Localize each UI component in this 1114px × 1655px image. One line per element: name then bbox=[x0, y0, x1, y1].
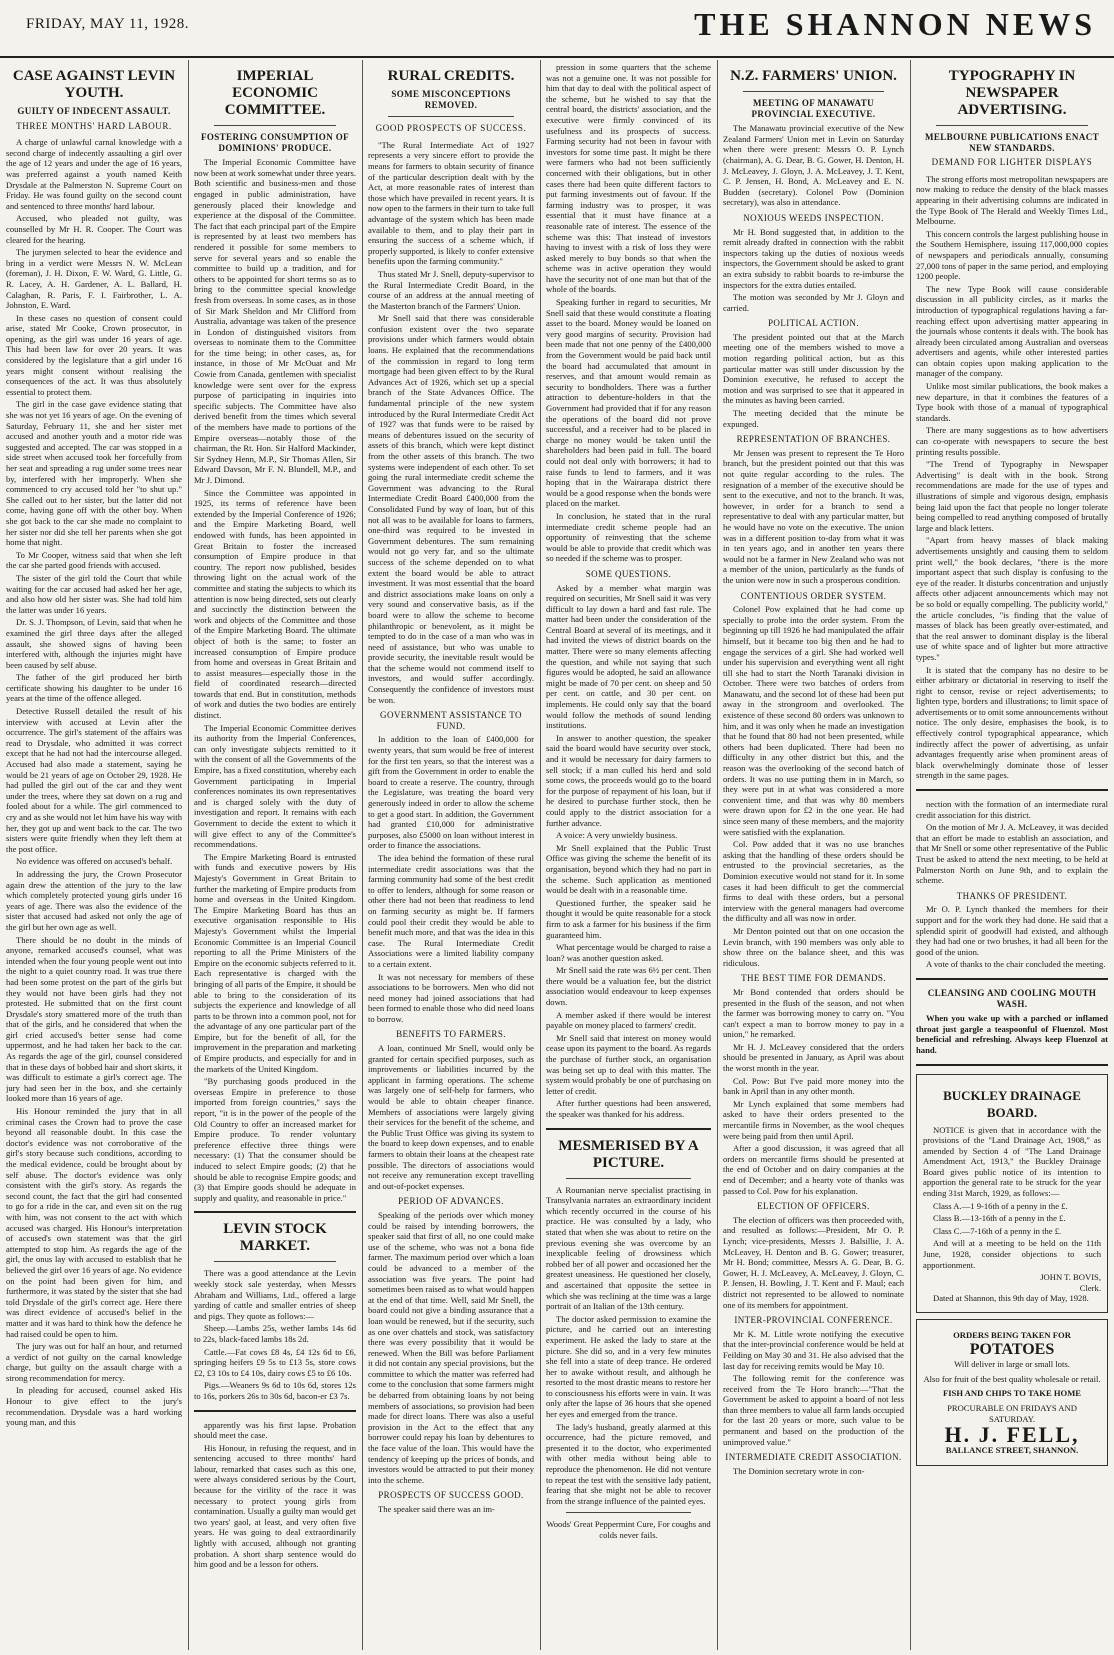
paragraph: In addressing the jury, the Crown Prosecutor again drew the attention of the jury to the law which completely protected young girls under 16 years of age. There was also the evidence of the sister that accused had asked not only the age of the girl but her own age as well. bbox=[6, 868, 182, 932]
divider bbox=[916, 789, 1108, 791]
divider bbox=[388, 116, 514, 117]
paragraph: Mr Denton pointed out that on one occasion the Levin branch, with 190 members was only able to show three on the balance sheet, and this was ridiculous. bbox=[723, 925, 904, 968]
paragraph: Mr Snell said that interest on money would cease upon its payment to the board. As regards the purchase of further stock, an organisation was being set up to deal with this matter. The system would probably be one of purchasing on letter of credit. bbox=[546, 1032, 711, 1096]
paragraph: In pleading for accused, counsel asked His Honour to give effect to the jury's recommendation. Drysdale was a hard working young man, and this bbox=[6, 1385, 182, 1428]
paragraph: pression in some quarters that the scheme was not a genuine one. It was not possible for him that day to deal with the political aspect of the scheme, but he wished to say that the central board, the districts' association, and the executive were firmly convinced of its usefulness and its prospects of success. Farming security had not been in favour with investors for some time past. It might be there were farmers who had not been sufficiently concerned with their obligations, but in other cases there had been quite different factors to put farming investments out of favour. If the farming industry was to prosper, it was essential that it must have finance at a reasonable rate of interest. The essence of the scheme was this: That instead of investors having to invest with a risk of loss they were asked merely to buy bonds so that when the scheme was in active operation they would have the security not of one man but that of the whole of the boards. bbox=[546, 62, 711, 295]
paragraph: A loan, continued Mr Snell, would only be granted for certain specified purposes, such as improvements or liabilities incurred by the applicant in farming operations. The scheme was largely one of self-help for farmers, who would be able to obtain cheaper finance. Members of associations were largely giving their services for the benefit of the scheme, and the Public Trust Office was giving its system to the board to keep down expenses, and to enable farmers to obtain their loans at the cheapest rate possible. The directors of associations would not receive any remuneration except travelling and out-of-pocket expenses. bbox=[368, 1043, 534, 1191]
section-heading: BENEFITS TO FARMERS. bbox=[396, 1029, 506, 1040]
section-heading: THANKS OF PRESIDENT. bbox=[956, 890, 1068, 901]
section-heading: NOXIOUS WEEDS INSPECTION. bbox=[743, 212, 884, 223]
divider bbox=[936, 125, 1088, 126]
drainage-notice bbox=[916, 1074, 1108, 1314]
divider bbox=[566, 1178, 691, 1179]
paragraph: Mr K. M. Little wrote notifying the executive that the inter-provincial conference would be held at Feilding on May 30 and 31. He also advised that the last day for receiving remits would be May 10. bbox=[723, 1328, 904, 1371]
divider bbox=[916, 1064, 1108, 1066]
divider bbox=[743, 91, 884, 92]
paragraph: To Mr Cooper, witness said that when she left the car she parted good friends with accused. bbox=[6, 549, 182, 571]
article-headline: IMPERIAL ECONOMIC COMMITTEE. bbox=[224, 68, 326, 118]
article-subheading: CLEANSING AND COOLING MOUTH WASH. bbox=[927, 987, 1097, 1009]
paragraph: Dr. S. J. Thompson, of Levin, said that when he examined the girl three days after the alleged assault, she showed signs of having been interfered with, although the injuries might have been caused by self abuse. bbox=[6, 617, 182, 670]
paragraph: Col. Pow: But I've paid more money into the bank in April than in any other month. bbox=[723, 1075, 904, 1097]
article-subheading: MELBOURNE PUBLICATIONS ENACT NEW STANDARDS. bbox=[924, 132, 1100, 153]
paragraph: What percentage would be charged to raise a loan? was another question asked. bbox=[546, 942, 711, 963]
article-subheading: GOOD PROSPECTS OF SUCCESS. bbox=[375, 123, 527, 134]
signer-name: JOHN T. BOVIS, bbox=[1040, 1272, 1101, 1283]
paragraph: The Manawatu provincial executive of the New Zealand Farmers' Union met in Levin on Saturday when there were present: Messrs O. P. Lynch (chairman), A. G. Dear, B. G. Gower, H. Denton, H. J. McLeavey, J. Gloyn, J. A. McLeavey, J. T. Kent, C. P. Jensen, H. Bond, A. McLeavey and E. N. Budden (secretary). Colonel Pow (Dominion secretary), was also in attendance. bbox=[723, 123, 904, 208]
paragraph: It was not necessary for members of these associations to be borrowers. Men who did not need money had joined associations that had been formed to enable those who did need loans to borrow. bbox=[368, 971, 534, 1024]
advertisement: Woods' Great Peppermint Cure, For coughs and colds never fails. bbox=[546, 1519, 711, 1540]
paragraph: Mr H. J. McLeavey considered that the orders should be presented in January, as April was about the worst month in the year. bbox=[723, 1041, 904, 1074]
section-heading: GOVERNMENT ASSISTANCE TO FUND. bbox=[380, 710, 522, 731]
article-headline: CASE AGAINST LEVIN YOUTH. bbox=[12, 68, 176, 101]
paragraph: Pigs.—Weaners 9s 6d to 10s 6d, stores 12s to 16s, porkers 26s to 30s 6d, bacon-er £3 7s. bbox=[194, 1380, 356, 1401]
paragraph: In answer to another question, the speaker said the board would have security over stock, and it would be necessary for dairy farmers to sell stock; if a man culled his herd and sold some cows, the proceeds would go to the board for the purpose of repayment of his loan, but if he desired to purchase further stock, then he could apply to the district association for a further advance. bbox=[546, 732, 711, 828]
newspaper-title: THE SHANNON NEWS bbox=[694, 6, 1096, 42]
paragraph: And will at a meeting to be held on the 11th June, 1928, consider objections to such apportionment. bbox=[923, 1238, 1101, 1270]
paragraph: The sister of the girl told the Court that while waiting for the car accused had asked her her age, and also how old her sister was. She had told him the latter was under 16 years. bbox=[6, 572, 182, 615]
paragraph: The president pointed out that at the March meeting one of the members wished to move a motion regarding political action, but as this particular matter was still under discussion by the Dominion executive, he refused to accept the motion and was surprised to see that it appeared in the minutes as having been carried. bbox=[723, 331, 904, 406]
paragraph: Class B.—13-16th of a penny in the £. bbox=[933, 1213, 1066, 1224]
paragraph: After a good discussion, it was agreed that all orders on mercantile firms should be presented at the end of October and on dairy companies at the end of December; and a hearty vote of thanks was passed to Col. Pow for his explanation. bbox=[723, 1143, 904, 1196]
paragraph: Class C.—7-16th of a penny in the £. bbox=[933, 1225, 1062, 1236]
paragraph: The motion was seconded by Mr J. Gloyn and carried. bbox=[723, 292, 904, 313]
paragraph: Mr H. Bond suggested that, in addition to the remit already drafted in connection with the rabbit inspectors taking up the duties of noxious weeds inspectors, the Government should be asked to grant an extra subsidy to rabbit boards to re-imburse the inspectors for the extra duties entailed. bbox=[723, 226, 904, 290]
paragraph: The new Type Book will cause considerable discussion in all publicity circles, as it marks the introduction of typographical regulations having a far-reaching effect upon advertising matter appearing in the journals whose contents it deals with. The book has already been circulated among Australian and overseas advertisers and agents, while other interested parties can obtain copies upon making application to the manager of the company. bbox=[916, 283, 1108, 379]
divider bbox=[194, 1211, 356, 1213]
paragraph: Questioned further, the speaker said he thought it would be quite reasonable for a stock firm to ask a farmer for his business if the firm guaranteed him. bbox=[546, 897, 711, 940]
article-headline: LEVIN STOCK MARKET. bbox=[223, 1221, 327, 1255]
paragraph: This concern controls the largest publishing house in the Southern Hemisphere, issuing 117,000,000 copies of newspapers and periodicals annually, consuming 27,000 tons of paper in the same period, and employing 1200 people. bbox=[916, 228, 1108, 282]
divider bbox=[566, 1512, 691, 1513]
paragraph: A vote of thanks to the chair concluded the meeting. bbox=[926, 959, 1106, 970]
section-heading: INTER-PROVINCIAL CONFERENCE. bbox=[734, 1315, 893, 1326]
paragraph: On the motion of Mr J. A. McLeavey, it was decided that an effort be made to establish an association, and that Mr Snell or some other representative of the Public Trust be asked to attend the next meeting, to be held at Palmerston North on June 9th, and to explain the scheme. bbox=[916, 822, 1108, 886]
divider bbox=[546, 1128, 711, 1130]
ad-line: Also for fruit of the best quality wholesale or retail. bbox=[923, 1373, 1101, 1384]
article-subheading: SOME MISCONCEPTIONS REMOVED. bbox=[391, 89, 511, 110]
paragraph: A member asked if there would be interest payable on money placed to farmers' credit. bbox=[546, 1009, 711, 1031]
article-headline: N.Z. FARMERS' UNION. bbox=[730, 68, 897, 84]
paragraph: Sheep.—Lambs 25s, wether lambs 14s 6d to 22s, black-faced lambs 18s 2d. bbox=[194, 1323, 356, 1344]
paragraph: A Roumanian nerve specialist practising in Transylvania narrates an extraordinary incident which recently occurred in the course of his practice. He was consulted by a lady, who stated that when she was about to retire on the previous evening she was overcome by an inexplicable feeling of drowsiness which robbed her of all power and occasioned her the greatest uneasiness. He questioned her closely, and ascertained that opposite the settee in which she was reclining at the time was a large portrait of an Italian of the 13th century. bbox=[546, 1184, 711, 1312]
section-heading: INTERMEDIATE CREDIT ASSOCIATION. bbox=[725, 1452, 902, 1463]
paragraph: "The Trend of Typography in Newspaper Advertising" is dealt with in the book. Strong recommendations are made for the use of types and illustrations of simple and vigorous design, emphasis being laid upon the fact that people no longer tolerate being compelled to read anything composed of brutally large and black letters. bbox=[916, 459, 1108, 533]
paragraph: Mr Jensen was present to represent the Te Horo branch, but the president pointed out that this was not quite regular according to the rules. The resignation of a member of the executive should be sent to the executive, and not to the branch. It was, however, in order for a branch to send a representative to deal with any particular matter, but he would have no vote on the executive. The union was in a different position to-day from what it was in ten years ago, and in another ten years there would not be a farmer in New Zealand who was not a member of the union, particularly as the funds of the union were now in such a prosperous condition. bbox=[723, 447, 904, 585]
paragraph: The jurymen selected to hear the evidence and bring in a verdict were Messrs N. W. McLean (foreman), J. H. Dixon, F. W. Ward, G. Little, G. R. Lacey, A. H. Gardener, A. L. Ballard, H. Calaghan, R. Paris, F. I. Fairbrother, L. A. Johnston, E. Ward. bbox=[6, 247, 182, 311]
paragraph: Speaking of the periods over which money could be raised by intending borrowers, the speaker said that first of all, no one could make use of the scheme, who was not a bona fide farmer. The maximum period over which a loan could be advanced to a member of the association was five years. The point had sometimes been raised as to what would happen at the end of that time. Well, said Mr Snell, the board could not give a binding assurance that a loan would be renewed, but if the security, such as one over chattels and stock, was satisfactory there was every possibility that it would be renewed. When the Bill was before Parliament it did not contain any special provisions, but the committee to which the matter was referred had come to the conclusion that some farmers might be debarred from obtaining loans by not being members of associations, so provision had been made for direct loans. There was also a useful provision in the Act to the effect that any borrower could repay his loan by debentures to the face value of the loan. This would have the tendency of keeping up the prices of bonds, and investors would be attracted to put their money into the scheme. bbox=[368, 1209, 534, 1485]
paragraph: Mr O. P. Lynch thanked the members for their support and for the work they had done. He said that a splendid spirit of goodwill had existed, and although they had had one or two brushes, it had all been for the good of the union. bbox=[916, 904, 1108, 957]
section-heading: POLITICAL ACTION. bbox=[768, 318, 859, 329]
section-heading: PROSPECTS OF SUCCESS GOOD. bbox=[378, 1490, 524, 1501]
column-rule bbox=[910, 60, 911, 1650]
paragraph: Since the Committee was appointed in 1925, its terms of reference have been extended by the Imperial Conference of 1926; and the Empire Marketing Board, well endowed with funds, has been appointed in Great Britain to foster the increased consumption of Empire produce in that country. The report now published, besides throwing light on the actual work of the committee and stating the subjects to which its attention is now being directed, sets out clearly and succinctly the distinction between the work and objects of the Committee and those of the Empire Marketing Board. The ultimate object of both is the same; to foster an increased consumption of Empire produce from home and overseas in Great Britain and to assist measures—especially those in the field of coordinated research—directed towards that end. But in constitution, methods of work and duties the two bodies are entirely distinct. bbox=[194, 487, 356, 721]
paragraph: A voice: A very unwieldy business. bbox=[556, 830, 678, 841]
paragraph: The doctor asked permission to examine the picture, and he carried out an interesting experiment. He asked the lady to stare at the picture. She did so, and in a very few minutes she fell into a state of deep trance. He ordered her to awake without result, and although he resorted to the most drastic means to restore her to consciousness his efforts were in vain. It was only after the lapse of 36 hours that she opened her eyes and emerged from the trance. bbox=[546, 1313, 711, 1420]
paragraph: When you wake up with a parched or inflamed throat just gargle a teaspoonful of Fluenzol. Most beneficial and refreshing. Always keep Fluenzol at hand. bbox=[916, 1013, 1108, 1055]
divider bbox=[214, 1261, 336, 1262]
article-subheading: THREE MONTHS' HARD LABOUR. bbox=[16, 120, 172, 131]
paragraph: In conclusion, he stated that in the rural intermediate credit scheme people had an opportunity of reinvesting that the scheme would be able to provide that credit which was so needed if the scheme was to prosper. bbox=[546, 510, 711, 564]
paragraph: nection with the formation of an intermediate rural credit association for this district. bbox=[916, 799, 1108, 820]
column-rural-credits bbox=[368, 62, 534, 1647]
section-heading: SOME QUESTIONS. bbox=[585, 568, 672, 579]
paragraph: NOTICE is given that in accordance with the provisions of the "Land Drainage Act, 1908," as amended by Section 4 of "The Land Drainage Amendment Act, 1913," the Buckley Drainage Board gives public notice of its intention to apportion the general rate to be struck for the year ending 31st March, 1929, as follows:— bbox=[923, 1124, 1101, 1199]
paragraph: The idea behind the formation of these rural intermediate credit associations was that the farming community had some of the best credit to offer to lenders, although for some reason or other there had not been that readiness to lend on farming security as might be. If farmers could pool their credit they would be able to benefit much more, and that was the idea in this case. The Rural Intermediate Credit Associations were a limited liability company to a certain extent. bbox=[368, 852, 534, 969]
paragraph: "Apart from heavy masses of black making advertisements unsightly and causing them to seldom print well," the book declares, "there is the more important aspect that such display is confusing to the eye of the reader. It disturbs concentration and unjustly affects other adjacent announcements which may not be so bold or equally compelling. The publicity world," the article concludes, "is finding that the value of masses of black has been greatly over-estimated, and that the real answer to dominant display is the liberal use of white space and of lighter but more attractive types." bbox=[916, 535, 1108, 662]
article-subheading: MEETING OF MANAWATU PROVINCIAL EXECUTIVE. bbox=[751, 98, 876, 119]
paragraph: The strong efforts most metropolitan newspapers are now making to reduce the density of the black masses appearing in their advertising columns are indicated in the Type Book of The Herald and Weekly Times Ltd., Melbourne. bbox=[916, 173, 1108, 227]
ad-line: Will deliver in large or small lots. bbox=[954, 1359, 1070, 1370]
paragraph: Colonel Pow explained that he had come up specially to probe into the order system. From the beginning up till 1926 he had manipulated the affair himself, but it became too big then and he had to engage the services of a girl. She had worked well under his supervision and everything went all right till she had to start the North Taranaki division in October. There were two batches of orders from Manawatu, and the second lot of these had been put away in the strongroom and overlooked. The existence of these second 80 orders was unknown to him, and it was only when he made an investigation that he found that 80 had not been presented, while others had been duplicated. There had been no difficulty in any other district but this, and the reason was the overlooking of the second batch of orders. It was no use putting them in in March, so they were put in at what was considered a more convenient time, and that was why 80 members were drawn upon for £2 in the one year. He had since seen many of these members, and the majority were satisfied with the explanation. bbox=[723, 604, 904, 837]
section-heading: REPRESENTATION OF BRANCHES. bbox=[736, 434, 891, 445]
paragraph: It is stated that the company has no desire to be either arbitrary or dictatorial in reserving to itself the right to censor, revise or reject advertisements; to lighten type, borders and illustrations; to limit space of advertisements or to omit some announcements without notice. The only desire, emphasises the book, is to effectively control typographical appearance, which indirectly affect the power of advertising, as unfair advantages frequently arise when prominent areas of black overwhelmingly dominate those of lesser strength in the same pages. bbox=[916, 664, 1108, 781]
article-headline: RURAL CREDITS. bbox=[387, 68, 515, 84]
column-farmers-union bbox=[723, 62, 904, 1647]
paragraph: Speaking further in regard to securities, Mr Snell said that these would constitute a floating asset to the board. Money would be loaned on very good margins of security. Provision had been made that not one penny of the £400,000 from the Government would be paid back until the board had accumulated that amount in reserves, and that amount would remain as security to bondholders. There was a further attraction to debenture-holders in that the Government had provided that if for any reason the operations of the board did not prove successful, and a receiver had to be placed in charge no money would be taken until the shareholders had been paid in full. The board could not deal only with borrowers; it had to raise funds to lend to farmers, and it was hoping that in the Wairarapa district there would be a good response when the bonds were placed on the market. bbox=[546, 297, 711, 509]
paragraph: The Dominion secretary wrote in con- bbox=[733, 1465, 865, 1476]
paragraph: "By purchasing goods produced in the overseas Empire in preference to those imported from foreign countries," says the report, "it is in the power of the people of the Old Country to offer an increased market for Empire produce. To render voluntary preference effective three things were necessary: (1) That the consumer should be induced to select Empire goods; (2) that he should be able to recognise Empire goods; and (3) that Empire goods should be adequate in supply and quality, and reasonable in price." bbox=[194, 1076, 356, 1203]
notice-headline: BUCKLEY DRAINAGE BOARD. bbox=[943, 1087, 1081, 1120]
signer-title: Clerk. bbox=[1079, 1282, 1101, 1293]
paragraph: The Imperial Economic Committee have now been at work somewhat under three years. Both scientific and business-men and those engaged in public administration, have generously placed their knowledge and experience at the disposal of the Committee. The fact that each principal part of the Empire is represented by at least two members has rendered it possible for some members to serve for several years and so enable the committee to build up a tradition, and for others to be appointed for short terms so as to bring to the committee special knowledge fresh from overseas. In some cases, as in those of Sir Mark Sheldon and Mr Clifford from Australia, advantage was taken of the presence in London of distinguished visitors from overseas to nominate them to the Committee for the time being; in other cases, as, for instance, in those of Mr McOuat and Mr Cowie from Canada, gentlemen with specialist knowledge were sent over for the express purpose of participating in inquiries into specific subjects. The Committee have also derived benefit from the times which several of the members have made to portions of the Empire overseas—notably those of the chairman, the Rt. Hon. Sir Halford Mackinder, Sir Sydney Henn, M.P., Sir Thomas Allen, Sir Edward Davson, Mr F. N. Blundell, M.P., and Mr J. Dimond. bbox=[194, 157, 356, 485]
column-rule bbox=[362, 60, 363, 1650]
paragraph: The Imperial Economic Committee derives its authority from the Imperial Conferences, can only investigate subjects remitted to it with the consent of all the Governments of the Empire, has a fixed constitution, whereby each Government participating in Imperial conferences nominates its own representatives and is charged solely with the duty of investigation and report. It remains with each Government to decide the extent to which it will give effect to any of the Committee's recommendations. bbox=[194, 722, 356, 850]
paragraph: Dated at Shannon, this 9th day of May, 1928. bbox=[933, 1293, 1089, 1304]
paragraph: Mr Snell said that there was considerable confusion existent over the two separate provisions under which farmers would obtain loans. He explained that the recommendations of the commission in regard to long term mortgage had been given effect to by the Rural Advances Act of 1926, which set up a special branch of the State Advances Office. The fundamental principle of the new system introduced by the Rural Intermediate Credit Act of 1927 was that funds were to be raised by means of debentures issued on the security of assets of this branch, which were kept distinct from the other assets of this branch. The two systems were independent of each other. To set going the rural intermediate credit scheme the Government was advancing to the Rural Intermediate Credit Board £400,000 from the Consolidated Fund by way of loan, but of this not all was to be available for loans to farmers, one-third was required to be invested in Government debentures. The sum remaining would not go very far, and so the ultimate success of the scheme depended on to what extent the board would be able to attract investment. It was most essential that the board and district associations make loans on only a very sound and conservative basis, as if the board were to allow the scheme to become philanthropic or benevolent, as it might be tempted to do in the case of a man who was in need of assistance, but who was unable to provide security, the inevitable result would be that the scheme would not commend itself to investors, and would suffer accordingly. Consequently the confidence of investors must be won. bbox=[368, 313, 534, 705]
divider bbox=[214, 125, 336, 126]
paragraph: The father of the girl produced her birth certificate showing his daughter to be under 16 years at the time of the offence alleged. bbox=[6, 672, 182, 704]
paragraph: "The Rural Intermediate Act of 1927 represents a very sincere effort to provide the means for farmers to obtain security of finance of the particular description dealt with by the Act, at more reasonable rates of interest than those which have prevailed in recent years. It is now open to the farmers in their turn to take full advantage of the system which has been made available to them, and to play their part in ensuring the success of a scheme which, if properly supported, is likely to confer extensive benefits upon the farming community." bbox=[368, 139, 534, 267]
column-typography bbox=[916, 62, 1108, 1647]
paragraph: The speaker said there was an im- bbox=[378, 1504, 495, 1514]
paragraph: The following remit for the conference was received from the Te Horo branch:—"That the Government be asked to appoint a board of not less than three members to value all farm lands occupied for the last 20 years or more, such value to be permanent and based on the production of the unimproved value." bbox=[723, 1373, 904, 1447]
paragraph: A charge of unlawful carnal knowledge with a second charge of indecently assaulting a girl over the age of 12 years and under the age of 16 years, was preferred against a youth named Keith Drysdale at the Palmerston N. Supreme Court on Friday. He was found guilty on the second count and sentenced to three months' hard labour. bbox=[6, 137, 182, 211]
paragraph: Accused, who pleaded not guilty, was counselled by Mr H. R. Cooper. The Court was cleared for the hearing. bbox=[6, 213, 182, 245]
paragraph: Detective Russell detailed the result of his interview with accused at Levin after the occurrence. The girl's statement of the affairs was read to Drysdale, who admitted it was correct except that he had not had the intercourse alleged. Accused had also made a statement, saying he would be 21 years of age on October 29, 1928. He had pulled the girl out of the car and they went under the trees, where they sat down on a rug and fooled about for a while. The girl commenced to cry and as she would not let him have his way with her, they got up and went back to the car. The two sisters were quite friendly when they left them at the post office. bbox=[6, 706, 182, 854]
paragraph: Col. Pow added that it was no use branches asking that the handling of these orders should be entrusted to the provincial secretaries, as the Dominion executive would not stand for it. In some cases it had been difficult to get the commercial firms to deal with these orders, but a personal interview with the general managers had overcome the difficulty and all was now in order. bbox=[723, 839, 904, 924]
section-heading: PERIOD OF ADVANCES. bbox=[398, 1196, 504, 1207]
article-body bbox=[6, 137, 182, 1428]
divider bbox=[194, 1410, 356, 1412]
issue-date: FRIDAY, MAY 11, 1928. bbox=[26, 16, 190, 32]
paragraph: Mr Lynch explained that some members had asked to have their orders presented to the mercantile firms in November, as the wool cheques were being paid from then until April. bbox=[723, 1098, 904, 1141]
article-subheading: FOSTERING CONSUMPTION OF DOMINIONS' PRODUCE. bbox=[200, 132, 350, 153]
paragraph: Thus stated Mr J. Snell, deputy-supervisor to the Rural Intermediate Credit Board, in the course of an address at the annual meeting of the Masterton branch of the Farmers' Union. bbox=[368, 268, 534, 311]
paragraph: Mr Snell explained that the Public Trust Office was giving the scheme the benefit of its organisation, beyond which they had no part in the scheme. Such application as mentioned would be dealt with in a reasonable time. bbox=[546, 842, 711, 896]
article-headline: MESMERISED BY A PICTURE. bbox=[558, 1137, 699, 1171]
section-heading: ELECTION OF OFFICERS. bbox=[757, 1201, 870, 1212]
paragraph: There are many suggestions as to how advertisers can co-operate with newspapers to secure the best printing results possible. bbox=[916, 425, 1108, 457]
paragraph: No evidence was offered on accused's behalf. bbox=[16, 856, 173, 867]
paragraph: Cattle.—Fat cows £8 4s, £4 12s 6d to £6, springing heifers £9 5s to £13 5s, store cows £2, £3 10s to £4 10s, dairy cows £5 to £6 10s. bbox=[194, 1346, 356, 1378]
section-heading: THE BEST TIME FOR DEMANDS. bbox=[741, 973, 886, 984]
paragraph: apparently was his first lapse. Probation should meet the case. bbox=[194, 1419, 356, 1441]
article-subheading: DEMAND FOR LIGHTER DISPLAYS bbox=[931, 157, 1093, 168]
ad-line: FISH AND CHIPS TO TAKE HOME bbox=[942, 1388, 1082, 1399]
section-heading: CONTENTIOUS ORDER SYSTEM. bbox=[740, 590, 887, 601]
paragraph: The lady's husband, greatly alarmed at this occurrence, had the picture removed, and presented it to the doctor, who experimented with other media without being able to reproduce the phenomenon. He did not venture to repeat the test with the sensitive lady patient, fearing that she might not be able to recover from the strange influence of the painted eyes. bbox=[546, 1421, 711, 1506]
paragraph: His Honour, in refusing the request, and in sentencing accused to three months' hard labour, remarked that cases such as this one, were always considered serious by the Court, because for the virility of the race it was necessary to protect young girls from contamination. Usually a guilty man would get two years' gaol, at least, and very often five years. He was going to deal extraordinarily lightly with accused, although not granting probation. A short sharp sentence would do him good and be a lesson for others. bbox=[194, 1442, 356, 1570]
paragraph: There should be no doubt in the minds of anyone, remarked accused's counsel, what was intended when the four young people went out into the night to a quiet country road. It was true there had been some protest on the part of the girls but they would not have been girls had they not protested. He submitted that on the first count Drysdale's story smattered more of the truth than that of the girls, and he considered that when the girl cried accused's better sense had come uppermost, and he had taken her back to the car. As regards the age of the girl, counsel considered that in these days of bobbed hair and short skirts, it was difficult to estimate a girl's correct age. The jury had seen her in the box, and she certainly looked more than 16 years of age. bbox=[6, 934, 182, 1104]
masthead bbox=[0, 0, 1114, 58]
paragraph: The Empire Marketing Board is entrusted with funds and executive powers by His Majesty's Government in Great Britain to further the marketing of Empire products from home and overseas in the United Kingdom. The Empire Marketing Board has thus an executive organisation responsible to His Majesty's Government whilst the Imperial Economic Committee is an Imperial Council reporting to all the Prime Ministers of the Empire on the economic subjects referred to it. Each representative is charged with the bringing of all parts of the Empire, it should be able to bring to the consideration of its subjects the experience and knowledge of all parts to be thrown into a common pool, not for the advantage of any one particular part of the Empire, but for the benefit of all, for the improvement in the preparation and marketing of Empire products, and especially for and in the markets of the United Kingdom. bbox=[194, 851, 356, 1074]
column-rule bbox=[188, 60, 189, 1650]
article-subheading: GUILTY OF INDECENT ASSAULT. bbox=[17, 106, 171, 116]
paragraph: His Honour reminded the jury that in all criminal cases the Crown had to prove the case beyond all reasonable doubt. In this case the doctor's evidence was not corroborative of the girl's story because such conditions, according to the medical evidence, could be brought about by self abuse. The doctor's evidence was only consistent with the girl's story. As regards the second count, the fact that the girl had consented to go for a ride in the car, and even sit on the rug with him, was not consent to the act with which accused was charged. His Honour's interpretation of accused's own statement was that the girl attempted to stop him. As regards the age of the girl, the onus lay with accused to establish that he believed the girl over 16 years of age. No evidence on the point had been given for him, and furthermore, it was stated by the sister that she had told Drysdale of the girl's correct age. Here there was direct evidence of accused's belief in the matter and it was hard to think how the defence he had raised could be open to him. bbox=[6, 1106, 182, 1339]
paragraph: Unlike most similar publications, the book makes a new departure, in that it combines the features of a Type book with those of a manual of typographical standards. bbox=[916, 381, 1108, 423]
column-rule bbox=[540, 60, 541, 1650]
paragraph: Mr Bond contended that orders should be presented in the flush of the season, and not when the farmer was borrowing money to carry on. "You can't expect a man to borrow money to pay in a union," he remarked. bbox=[723, 986, 904, 1040]
paragraph: Class A.—1 9-16th of a penny in the £. bbox=[933, 1200, 1068, 1211]
paragraph: In these cases no question of consent could arise, stated Mr Cooke, Crown prosecutor, in opening, as the girl was under 16 years of age. This had been law for over 20 years. It was considered by the legislature that a girl under 16 years might consent without realising the consequences of the act. It was thus absolutely essential to protect them. bbox=[6, 312, 182, 397]
column-levin-youth bbox=[6, 62, 182, 1647]
advertiser-address: BALLANCE STREET, SHANNON. bbox=[945, 1444, 1079, 1455]
divider bbox=[916, 978, 1108, 980]
paragraph: After further questions had been answered, the speaker was thanked for his address. bbox=[546, 1098, 711, 1119]
paragraph: The meeting decided that the minute be expunged. bbox=[723, 408, 904, 429]
paragraph: In addition to the loan of £400,000 for twenty years, that sum would be free of interest for the first ten years, so that the interest was a gift from the Government in order to enable the board to create a reserve. The country, through the Legislature, was treating the board very generously indeed in order to allow the scheme to get a good start. In addition, the Government had granted £10,000 for administrative purposes, also £5000 on loan without interest in order to finance the associations. bbox=[368, 734, 534, 851]
advertiser-name: H. J. FELL, bbox=[944, 1422, 1080, 1448]
paragraph: The jury was out for half an hour, and returned a verdict of not guilty on the carnal knowledge charge, but guilty on the assault charge with a strong recommendation for mercy. bbox=[6, 1341, 182, 1383]
paragraph: There was a good attendance at the Levin weekly stock sale yesterday, when Messrs Abraham and Williams, Ltd., offered a large yarding of cattle and smaller entries of sheep and pigs. They quote as follows:— bbox=[194, 1268, 356, 1321]
article-headline: TYPOGRAPHY IN NEWSPAPER ADVERTISING. bbox=[948, 68, 1076, 118]
ad-product: POTATOES bbox=[969, 1340, 1055, 1358]
potato-advertisement bbox=[916, 1319, 1108, 1466]
column-imperial-committee bbox=[194, 62, 356, 1647]
ad-line: ORDERS BEING TAKEN FOR bbox=[953, 1330, 1071, 1340]
paragraph: Asked by a member what margin was required on securities, Mr Snell said it was very difficult to lay down a hard and fast rule. The matter had been under the consideration of the Central Board at several of its meetings, and it had invited the views of district boards on the matter. There were so many elements affecting the question, and while not saying that such figures would be adopted, he said an allowance might be made of 70 per cent. on sheep and 50 per cent. on cattle, and 30 per cent. on implements. He could only say that the board would follow the methods of sound lending institutions. bbox=[546, 582, 711, 731]
paragraph: The girl in the case gave evidence stating that she was not yet 16 years of age. On the evening of Saturday, February 11, she and her sister met accused and another youth and a motor ride was suggested and accepted. The car was stopped in a side street when accused took her forcefully from her seat and spreading a rug under some trees near by, interfered with her improperly. When she commenced to cry accused told her "to shut up." She called out to her sister, but the latter did not come, having gone off with the other boy. When she got back to the car she made no complaint to her sister nor did she tell her parents when she got home that night. bbox=[6, 399, 182, 548]
ad-line: PROCURABLE ON FRIDAYS AND SATURDAY. bbox=[947, 1402, 1077, 1424]
paragraph: Mr Snell said the rate was 6½ per cent. Then there would be a valuation fee, but the district association would endeavour to keep expenses down. bbox=[546, 965, 711, 1008]
column-rule bbox=[717, 60, 718, 1650]
paragraph: The election of officers was then proceeded with, and resulted as follows:—President, Mr O. P. Lynch; vice-presidents, Messrs J. Balsillie, J. A. McLeavey, H. Denton and B. G. Gower; treasurer, Mr H. Bond; committee, Messrs A. G. Dear, B. G. Gower, H. J. McLeavey, A. McLeavey, J. Gloyn, C. P. Jensen, H. Bowling, J. T. Kent and F. Maul; each district not represented to be allowed to nominate one of its members for appointment. bbox=[723, 1214, 904, 1310]
column-rural-credits-cont bbox=[546, 62, 711, 1647]
